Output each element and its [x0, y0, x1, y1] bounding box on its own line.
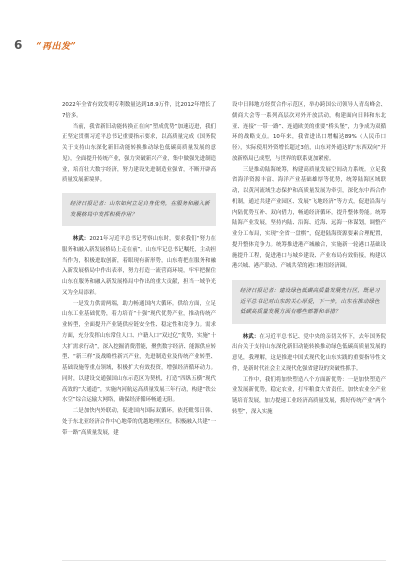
answer-paragraph-2: 一是发力供需两端，助力畅通国内大循环。供给方面，立足山东工业基础优势，着力培育“十强”现代优势产业，推动传统产业转型，全面提升产业链供应链安全性、稳定性和竞争力。需求方面，充分发挥山东常住人口、户籍人口“双过亿”优势，实施“十大扩需求行动”，深入挖掘消费潜能，聚焦数字经济、能源供应转型、“新三样”及战略性新兴产业，先进制造业及传统产业转型、基础设施等重点领域，积极扩大有效投资，增强经济循环动力。同时，以建设交通强国山东示范区为契机，打造“四纵五横”现代高效的“大通道”，实施内河航运高质量发展三年行动，构建“铁公水空”综合运输大网络，确保经济循环畅通无阻。: [62, 300, 216, 404]
intro-paragraph-1: 2022年全省有效发明专利数量达到18.9万件，比2012年增长了7倍多。: [62, 102, 216, 119]
right-column: [232, 100, 386, 418]
page-header: [14, 38, 76, 52]
left-column: [62, 100, 216, 438]
question-box: [62, 193, 216, 226]
answer-text-4: 在习近平总书记、党中央的亲切关怀下，去年国务院出台关于支持山东深化新旧动能转换推动绿色低碳高质量发展的意见，我理解，这是推进中国式现代化山东实践的重要指导性文件，是新时代社会主义现代化强省建设的突破性抓手。: [232, 333, 386, 372]
question-text: 经济日报记者：山东如何立足自身优势，在服务和融入新发展格局中发挥积极作用？: [70, 201, 210, 218]
continuation-paragraph-1: 设中日韩地方经贸合作示范区，举办跨国公司领导人青岛峰会、儒商大会等一系列高层次对外开放活动，构建面向日韩和东北亚、连接“一带一路”、连通欧美的重要“桥头堡”，力争成为双循环的战略支点。10年来，我省进出口增幅达89%（人民币口径），实际使用外资增长超过3倍，山东对外通达的“东西双向”开放新格局已成型，与世界的联系更加紧密。: [232, 102, 386, 162]
answer-paragraph-4: [232, 332, 386, 375]
answer-text-1: 2021年习近平总书记考察山东时，要求我们“努力在服务和融入新发展格局上走在前”。山东牢记总书记嘱托，主动担当作为，积极进取创新，着眼现有新形势，山东将把在服务和融入新发展格局中作出表率，努力打造一流营商环境，牢牢把握住山东在服务和融入新发展格局中作出的重大贡献，担当一域争光又为全局添彩。: [62, 236, 216, 296]
page-number: 6: [14, 38, 23, 52]
answer-speaker: 林武：: [72, 236, 90, 242]
answer-paragraph-1: [62, 234, 216, 299]
question-text-2: 经济日报记者：建设绿色低碳高质量发展先行区，既是习近平总书记对山东的关心厚爱，下一步，山东在推动绿色低碳高质量发展方面有哪些部署和举措？: [240, 288, 380, 315]
answer-paragraph-3: 二是加快内外联动，促进国内国际双循环。依托毗邻日韩、处于东北亚经济合作中心地带的优越地理区位，积极融入共建“一带一路”高质量发展，建: [62, 408, 216, 436]
continuation-paragraph-2: 三是推动陆海统筹，构建高质量发展空间动力系统。立足我省海洋资源丰富、海洋产业基础雄厚等优势，统筹陆海区域联动，以黄河流域生态保护和高质量发展为牵引，深化东中西合作机制，通过共建产业园区、发展“飞地经济”等方式，促进沿海与内陆优势互补、双向借力，畅通经济循环，提升整体势能。统筹陆海产业发展，坚持内陆、沿海、近海、远海一体谋划，调整产业分工布局，实现“全省一盘棋”，促进陆海资源要素合理配置，提升整体竞争力。统筹推进港产城融合，实施新一轮港口基础设施提升工程，促进港口与城乡建设、产业布局有效衔接，构建以港兴城、港产联动、产城共荣的港口枢纽经济圈。: [232, 166, 386, 270]
section-title: “再出发”: [36, 41, 77, 52]
answer-speaker-2: 林武：: [242, 333, 260, 340]
intro-paragraph-2: 当前，我省新旧动能转换正在向“塑成优势”加速迈进，我们正坚定贯彻习近平总书记重要指示要求，以高质量完成《国务院关于支持山东深化新旧动能转换推动绿色低碳高质量发展的意见》，全面提升传统产业，强力突破新兴产业，集中做强先进制造业，培育壮大数字经济，努力建设先进制造业强省，不断开辟高质量发展新境界。: [62, 123, 216, 184]
answer-paragraph-5: 工作中，我们将加快塑造八个方面新优势：一是加快塑造产业发展新优势，稳定农业，打牢粮食大省责任，加快农业全产业链培育发展，加力提速工业经济高质量发展，抓好传统产业“两个转型”，深入实施: [232, 376, 386, 415]
question-box-2: [232, 280, 386, 324]
bottom-rule: [62, 560, 386, 561]
